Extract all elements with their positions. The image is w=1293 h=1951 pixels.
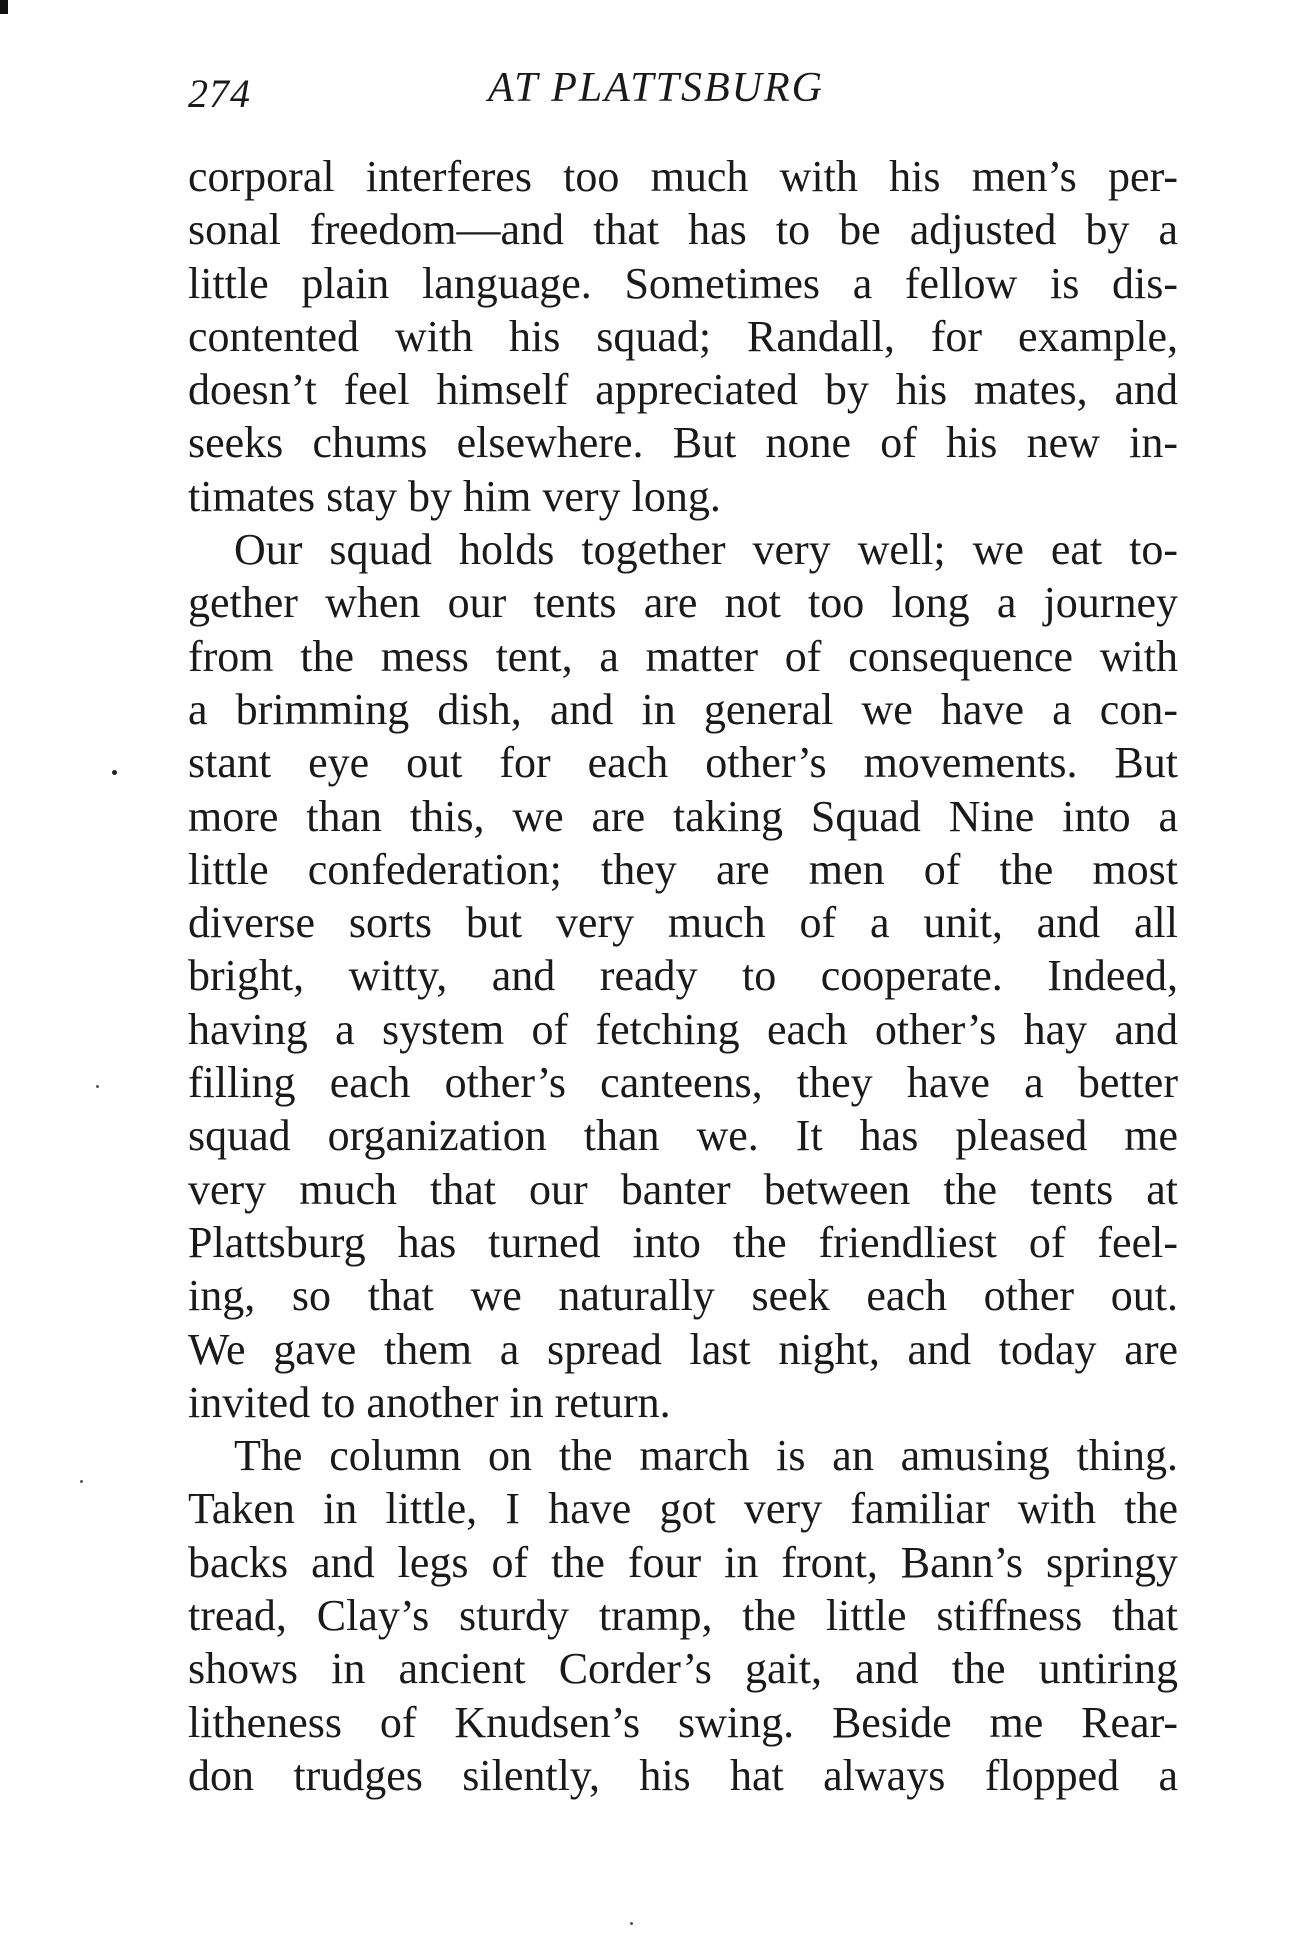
text-line: very much that our banter between the tents at: [188, 1164, 1178, 1214]
text-line: filling each other’s canteens, they have a better: [188, 1058, 1178, 1108]
text-line: diverse sorts but very much of a unit, and all: [188, 898, 1178, 948]
text-line: a brimming dish, and in general we have a con-: [188, 684, 1178, 734]
text-line: litheness of Knudsen’s swing. Beside me Rear-: [188, 1697, 1178, 1747]
body-text: [188, 150, 1178, 1802]
scan-speck: [112, 770, 117, 775]
scan-speck: [630, 1922, 633, 1925]
page-header: [188, 62, 1178, 122]
text-line: shows in ancient Corder’s gait, and the untiring: [188, 1644, 1178, 1694]
running-head: AT PLATTSBURG: [488, 65, 824, 111]
text-line: timates stay by him very long.: [188, 471, 721, 521]
text-line: ing, so that we naturally seek each other out.: [188, 1271, 1178, 1321]
text-line: seeks chums elsewhere. But none of his new in-: [188, 418, 1178, 468]
text-line: The column on the march is an amusing thing.: [234, 1431, 1178, 1481]
text-line: more than this, we are taking Squad Nine into a: [188, 791, 1178, 841]
text-line: stant eye out for each other’s movements. But: [188, 738, 1178, 788]
text-line: Plattsburg has turned into the friendliest of feel-: [188, 1217, 1178, 1267]
text-line: little plain language. Sometimes a fellow is dis-: [188, 258, 1178, 308]
text-line: invited to another in return.: [188, 1377, 671, 1427]
text-line: gether when our tents are not too long a journey: [188, 578, 1178, 628]
text-line: tread, Clay’s sturdy tramp, the little stiffness that: [188, 1591, 1178, 1641]
page-number: 274: [188, 71, 251, 116]
text-line: corporal interferes too much with his men’s per-: [188, 152, 1178, 201]
text-line: backs and legs of the four in front, Bann’s springy: [188, 1537, 1178, 1587]
text-line: sonal freedom—and that has to be adjusted by a: [188, 205, 1178, 255]
text-line: from the mess tent, a matter of consequence with: [188, 631, 1178, 681]
text-line: bright, witty, and ready to cooperate. Indeed,: [188, 951, 1178, 1001]
scan-speck: [80, 1480, 83, 1483]
scan-speck: [96, 1085, 99, 1088]
scan-corner-mark: [0, 0, 8, 14]
text-line: having a system of fetching each other’s hay and: [188, 1004, 1178, 1054]
text-line: Taken in little, I have got very familiar with the: [188, 1484, 1178, 1534]
text-line: contented with his squad; Randall, for example,: [188, 311, 1178, 361]
text-line: We gave them a spread last night, and today are: [188, 1324, 1178, 1374]
text-line: squad organization than we. It has pleased me: [188, 1111, 1178, 1161]
text-line: doesn’t feel himself appreciated by his mates, and: [188, 365, 1178, 415]
text-line: don trudges silently, his hat always flopped a: [188, 1750, 1178, 1800]
text-line: little confederation; they are men of the most: [188, 844, 1178, 894]
text-line: Our squad holds together very well; we eat to-: [234, 525, 1178, 575]
